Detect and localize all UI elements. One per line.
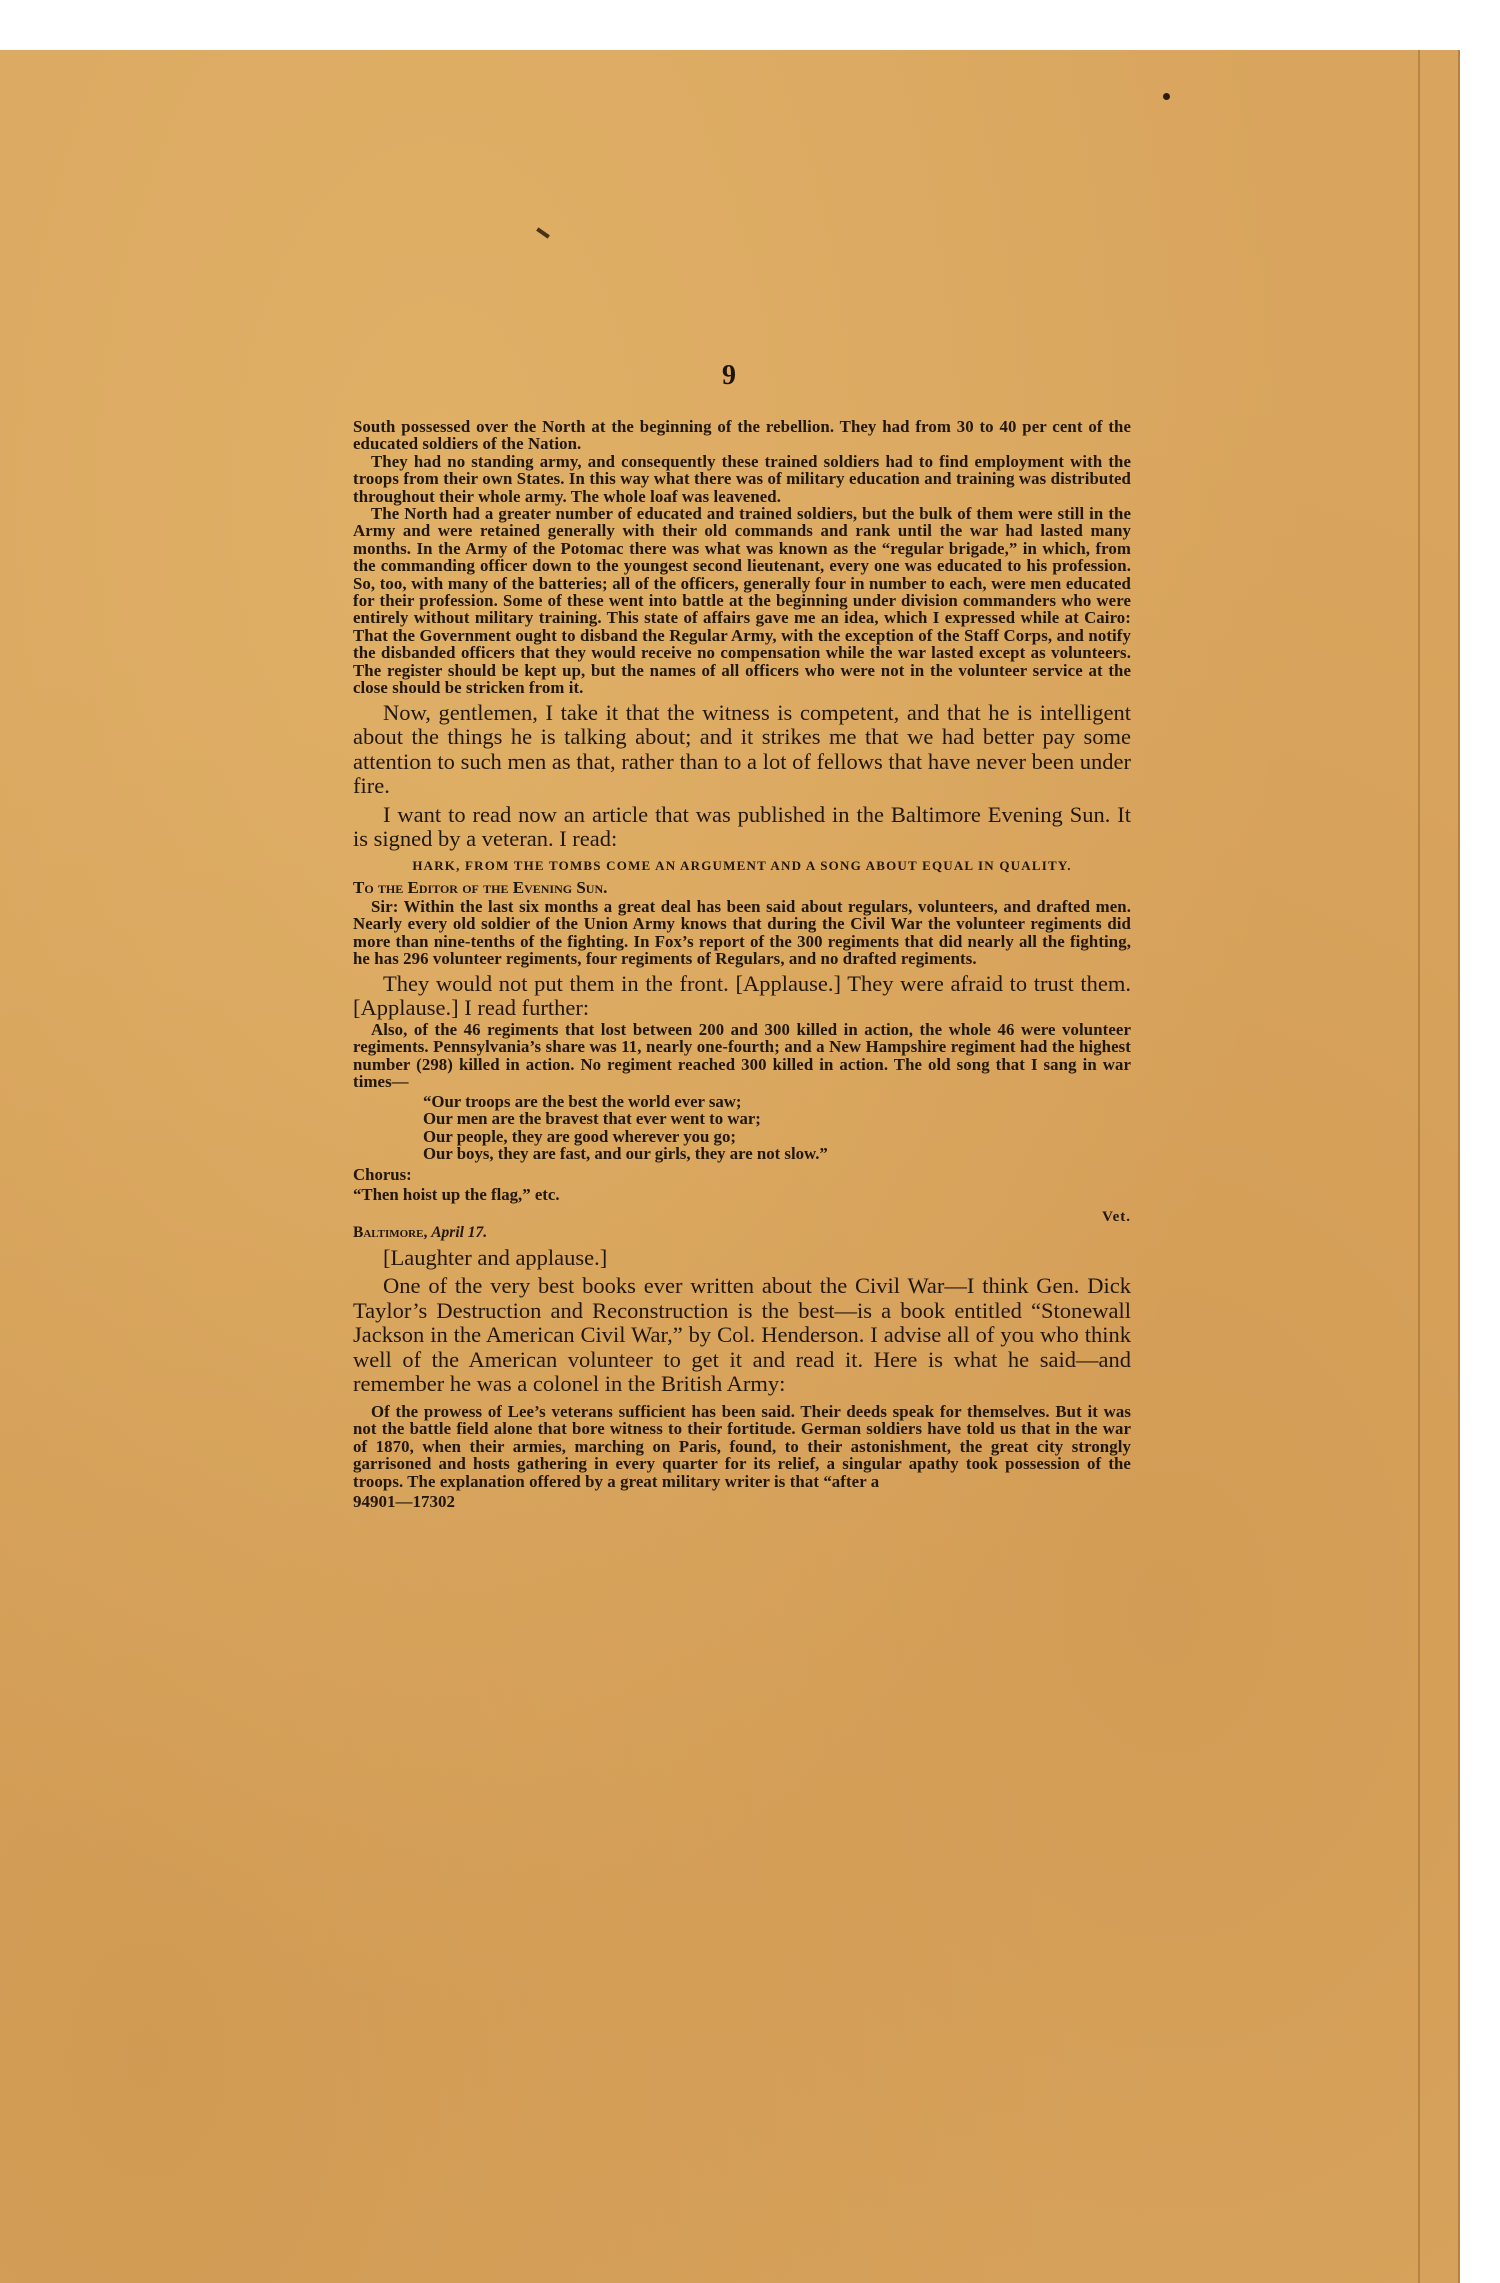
letter-paragraph-1: Sir: Within the last six months a great deal has been said about regulars, volunteers, and drafted men. Nearly every old soldier of the Union Army knows that during the Civil War the volunteer regiments did more than nine-tenths of the fighting. In Fox’s report of the 300 regiments that did nearly all the fighting, he has 296 volunteer regiments, four regiments of Regulars, and no drafted regiments. — [353, 897, 1131, 969]
print-code: 94901—17302 — [353, 1492, 455, 1512]
letter-dateline — [353, 1224, 1131, 1242]
ink-speck — [1163, 93, 1170, 100]
song-line: “Our troops are the best the world ever saw; — [423, 1091, 742, 1111]
paragraph-testimony-2: I want to read now an article that was published in the Baltimore Evening Sun. It is signed by a veteran. I read: — [353, 801, 1131, 852]
letter-signature: Vet. — [1102, 1208, 1131, 1225]
paragraph-testimony-5: One of the very best books ever written about the Civil War—I think Gen. Dick Taylor’s Destruction and Reconstruction is the best—is a book entitled “Stonewall Jackson in the American Civil War,” by Col. Henderson. I advise all of you who think well of the American volunteer to get it and read it. Here is what he said—and remember he was a colonel in the British Army: — [353, 1273, 1131, 1397]
paragraph-quoted-3: The North had a greater number of educated and trained soldiers, but the bulk of them were still in the Army and were retained generally with their old commands and rank until the war had lasted many months. In the Army of the Potomac there was what was known as the “regular brigade,” in which, from the commanding officer down to the youngest second lieutenant, every one was educated to his profession. So, too, with many of the batteries; all of the officers, generally four in number to each, were men educated for their profession. Some of these went into battle at the beginning under division commanders who were entirely without military training. This state of affairs gave me an idea, which I expressed while at Cairo: That the Government ought to disband the Regular Army, with the exception of the Staff Corps, and notify the disbanded officers that they would receive no compensation while the war lasted except as volunteers. The register should be kept up, but the names of all officers who were not in the volunteer service at the close should be stricken from it. — [353, 504, 1131, 698]
quoted-book-paragraph: Of the prowess of Lee’s veterans sufficient has been said. Their deeds speak for themselves. But it was not the battle field alone that bore witness to their fortitude. German soldiers have told us that in the war of 1870, when their armies, marching on Paris, found, to their astonishment, the great city strongly garrisoned and hosts gathering in every quarter for its relief, a singular apathy took possession of the troops. The explanation offered by a great military writer is that “after a — [353, 1402, 1131, 1491]
paragraph-testimony-1: Now, gentlemen, I take it that the witness is competent, and that he is intelligent about the things he is talking about; and it strikes me that we had better pay some attention to such men as that, rather than to a lot of fellows that have never been under fire. — [353, 699, 1131, 799]
letter-paragraph-2: Also, of the 46 regiments that lost between 200 and 300 killed in action, the whole 46 were volunteer regiments. Pennsylvania’s share was 11, nearly one-fourth; and a New Hampshire regiment had the highest number (298) killed in action. No regiment reached 300 killed in action. The old song that I sang in war times— — [353, 1019, 1131, 1092]
song-line: Our boys, they are fast, and our girls, they are not slow.” — [423, 1144, 828, 1163]
paragraph-quoted-2: They had no standing army, and consequently these trained soldiers had to find employment with the troops from their own States. In this way what there was of military education and training was distributed throughout their whole army. The whole loaf was leavened. — [353, 451, 1131, 506]
paragraph-quoted-1: South possessed over the North at the beginning of the rebellion. They had from 30 to 40 per cent of the educated soldiers of the Nation. — [353, 417, 1131, 454]
dateline-place: Baltimore, — [353, 1223, 428, 1241]
song-verse — [423, 1093, 1131, 1163]
dateline-date: April 17. — [431, 1223, 488, 1241]
song-line: Our people, they are good wherever you go; — [423, 1126, 736, 1146]
letter-salutation: To the Editor of the Evening Sun. — [353, 878, 608, 898]
song-line: Our men are the bravest that ever went to war; — [423, 1109, 761, 1128]
page-fold-edge — [1418, 50, 1420, 2283]
article-heading: HARK, FROM THE TOMBS COME AN ARGUMENT AND A SONG ABOUT EQUAL IN QUALITY. — [412, 858, 1072, 874]
page-number: 9 — [722, 360, 736, 391]
paragraph-testimony-3: They would not put them in the front. [Applause.] They were afraid to trust them. [Applause.] I read further: — [353, 970, 1131, 1021]
paragraph-testimony-4: [Laughter and applause.] — [383, 1244, 608, 1270]
chorus-line: “Then hoist up the flag,” etc. — [353, 1184, 560, 1204]
chorus-label: Chorus: — [353, 1164, 412, 1184]
page-body — [353, 418, 1131, 1512]
